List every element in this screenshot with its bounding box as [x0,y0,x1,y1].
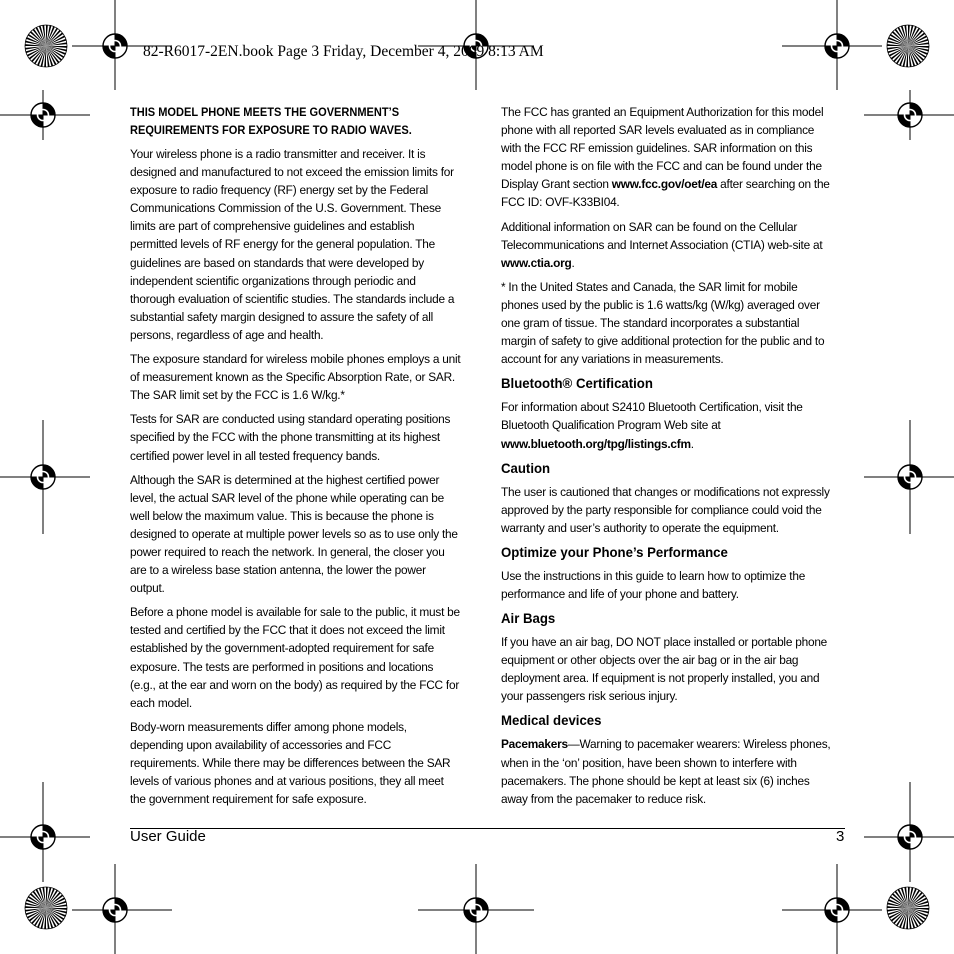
heading-line-2: REQUIREMENTS FOR EXPOSURE TO RADIO WAVES. [130,123,412,137]
bluetooth-heading: Bluetooth® Certification [501,376,653,393]
registration-mark-icon [31,825,55,849]
registration-mark-icon [464,898,488,922]
paragraph: Additional information on SAR can be found on the Cellular Telecommunications and Internet Association (CTIA) web-site at www.ctia.org. [501,219,823,270]
pacemakers-label: Pacemakers [501,737,568,752]
medical-heading: Medical devices [501,713,602,730]
right-column [501,103,844,814]
paragraph: The exposure standard for wireless mobile phones employs a unit of measurement known as the Specific Absorption Rate, or SAR. The SAR limit set by the FCC is 1.6 W/kg.* [130,352,461,403]
starburst-icon-bottom-right [887,887,929,929]
registration-mark-icon [31,103,55,127]
footer-rule [130,828,845,829]
exposure-heading [130,103,446,139]
paragraph: Use the instructions in this guide to learn how to optimize the performance and life of your phone and battery. [501,568,806,601]
paragraph: Body-worn measurements differ among phone models, depending upon availability of accessories and FCC requirements. While there may be differences between the SAR levels of various phones and at various positions, they all meet the government requirement for safe exposure. [130,719,451,807]
paragraph: The user is cautioned that changes or modifications not expressly approved by the party responsible for compliance could void the warranty and user’s authority to operate the equipment. [501,484,830,535]
left-column [130,103,473,814]
paragraph: If you have an air bag, DO NOT place installed or portable phone equipment or other objects over the air bag or in the air bag deployment area. If equipment is not properly installed, you and your passengers risk serious injury. [501,635,828,704]
ctia-link: www.ctia.org [501,255,572,270]
heading-line-1: THIS MODEL PHONE MEETS THE GOVERNMENT’S [130,105,400,119]
paragraph: * In the United States and Canada, the SAR limit for mobile phones used by the public is 1.6 watts/kg (W/kg) averaged over one gram of tissue. The standard incorporates a substantial margin of safety to give additional protection for the public and to account for any variations in measurements. [501,279,825,367]
paragraph: For information about S2410 Bluetooth Certification, visit the Bluetooth Qualification Program Web site at www.bluetooth.org/tpg/listings.cfm. [501,400,803,451]
registration-mark-icon [898,825,922,849]
caution-heading: Caution [501,460,551,477]
registration-mark-icon [103,34,127,58]
paragraph: Your wireless phone is a radio transmitter and receiver. It is designed and manufactured to not exceed the emission limits for exposure to radio frequency (RF) energy set by the Federal Communications Commission of the U.S. Government. These limits are part of comprehensive guidelines and establish permitted levels of RF energy for the general population. The guidelines are based on standards that were developed by independent scientific organizations through periodic and thorough evaluation of scientific studies. The standards include a substantial safety margin designed to assure the safety of all persons, regardless of age and health. [130,147,455,342]
fcc-link: www.fcc.gov/oet/ea [611,177,718,192]
paragraph: Although the SAR is determined at the highest certified power level, the actual SAR level of the phone while operating can be well below the maximum value. This is because the phone is designed to operate at multiple power levels so as to use only the power required to reach the network. In general, the closer you are to a wireless base station antenna, the lower the power output. [130,472,458,596]
footer-title: User Guide [130,828,206,845]
registration-mark-icon [898,103,922,127]
starburst-icon-top-left [25,25,67,67]
optimize-heading: Optimize your Phone’s Performance [501,544,728,561]
airbags-heading: Air Bags [501,611,556,628]
registration-mark-icon [898,465,922,489]
starburst-icon-top-right [887,25,929,67]
page-number: 3 [836,828,845,845]
registration-mark-icon [825,34,849,58]
paragraph: Before a phone model is available for sale to the public, it must be tested and certified by the FCC that it does not exceed the limit established by the government-adopted requirement for safe exposure. The tests are performed in positions and locations (e.g., at the ear and worn on the body) as required by the FCC for each model. [130,605,460,710]
paragraph: The FCC has granted an Equipment Authorization for this model phone with all reported SAR levels evaluated as in compliance with the FCC RF emission guidelines. SAR information on this model phone is on file with the FCC and can be found under the Display Grant section www.fcc.gov/oet/ea after searching on the FCC ID: OVF-K33BI04. [501,105,830,210]
registration-mark-icon [825,898,849,922]
starburst-icon-bottom-left [25,887,67,929]
registration-mark-icon [103,898,127,922]
registration-mark-icon [31,465,55,489]
paragraph: Pacemakers—Warning to pacemaker wearers: Wireless phones, when in the ‘on’ position, have been shown to interfere with pacemakers. The phone should be kept at least six (6) inches away from the pacemaker to reduce risk. [501,737,831,806]
paragraph: Tests for SAR are conducted using standard operating positions specified by the FCC with the phone transmitting at its highest certified power level in all tested frequency bands. [130,412,451,463]
bluetooth-link: www.bluetooth.org/tpg/listings.cfm [501,436,691,451]
file-info-header: 82-R6017-2EN.book Page 3 Friday, December 4, 2009 8:13 AM [143,43,544,60]
